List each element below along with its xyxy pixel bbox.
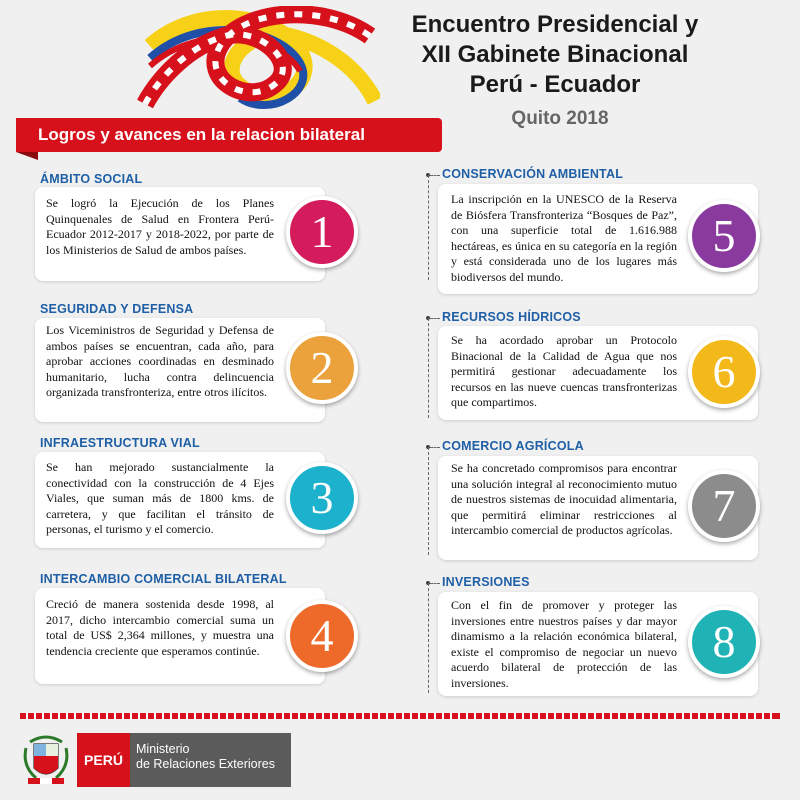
number-badge-7: 7 xyxy=(688,470,760,542)
section-title-ambiental: CONSERVACIÓN AMBIENTAL xyxy=(442,167,624,181)
card-text-ambiental: La inscripción en la UNESCO de la Reserva de Biósfera Transfronteriza “Bosques de Paz”, con una superficie total de 1.616.988 hectáreas, es única en su categoría en la región y está considerada uno de los lugares más biodiversos del mundo. xyxy=(451,192,677,284)
card-text-inversiones: Con el fin de promover y proteger las inversiones entre nuestros países y dar mayor dinamismo a la relación económica bilateral, existe el compromiso de negociar un nuevo acuerdo bilateral de protección de las inversiones. xyxy=(451,598,677,690)
card-text-agricola: Se ha concretado compromisos para encontrar una solución integral al reconocimiento mutuo de nuestros sistemas de inocuidad alimentaria, que permitirá eliminar restricciones al intercambio comercial de productos agrícolas. xyxy=(451,461,677,537)
connector-line xyxy=(428,175,429,280)
card-text-social: Se logró la Ejecución de los Planes Quinquenales de Salud en Frontera Perú-Ecuador 2012-2017 y 2018-2022, por parte de los Ministerios de Salud de ambos países. xyxy=(46,196,274,257)
number-badge-8: 8 xyxy=(688,606,760,678)
section-banner: Logros y avances en la relacion bilateral xyxy=(16,118,442,152)
card-text-intercambio: Creció de manera sostenida desde 1998, al 2017, dicho intercambio comercial suma un total de US$ 2,364 millones, y muestra una tendencia creciente que esperamos continúe. xyxy=(46,597,274,658)
connector-line xyxy=(428,318,429,418)
number-badge-6: 6 xyxy=(688,336,760,408)
section-title-seguridad: SEGURIDAD Y DEFENSA xyxy=(40,302,194,316)
section-title-vial: INFRAESTRUCTURA VIAL xyxy=(40,436,200,450)
page-title: Encuentro Presidencial y XII Gabinete Binacional Perú - Ecuador xyxy=(411,11,699,98)
number-badge-2: 2 xyxy=(286,332,358,404)
section-title-intercambio: INTERCAMBIO COMERCIAL BILATERAL xyxy=(40,572,287,586)
connector-line xyxy=(428,583,429,693)
ministry-name: Ministerio de Relaciones Exteriores xyxy=(136,742,275,771)
peru-coat-of-arms-icon xyxy=(22,730,70,790)
card-text-vial: Se han mejorado sustancialmente la conectividad con la construcción de 4 Ejes Viales, que suman más de 1800 kms. de carretera, y que facilitan el tránsito de personas, el turismo y el comercio. xyxy=(46,460,274,536)
number-badge-4: 4 xyxy=(286,600,358,672)
card-text-seguridad: Los Viceministros de Seguridad y Defensa de ambos países se encuentran, cada año, para aprobar acciones coordinadas en desminado humanitario, lucha contra delincuencia organizada transfronteriza, entre otros ilícitos. xyxy=(46,323,274,399)
connector-line xyxy=(428,447,429,555)
peru-label: PERÚ xyxy=(77,733,130,787)
card-text-hidricos: Se ha acordado aprobar un Protocolo Binacional de la Calidad de Agua que nos permitirá gestionar adecuadamente los recursos en las nueve cuencas transfronterizas que compartimos. xyxy=(451,333,677,409)
section-title-social: ÁMBITO SOCIAL xyxy=(40,172,143,186)
number-badge-1: 1 xyxy=(286,196,358,268)
page-subtitle: Quito 2018 xyxy=(511,108,609,129)
number-badge-3: 3 xyxy=(286,462,358,534)
footer-divider xyxy=(20,713,780,719)
banner-fold xyxy=(16,152,56,160)
connector-line xyxy=(430,583,440,584)
connector-line xyxy=(430,318,440,319)
connector-line xyxy=(430,447,440,448)
section-title-hidricos: RECURSOS HÍDRICOS xyxy=(442,310,581,324)
number-badge-5: 5 xyxy=(688,200,760,272)
section-title-inversiones: INVERSIONES xyxy=(442,575,530,589)
flags-knot-logo xyxy=(130,6,380,116)
section-title-agricola: COMERCIO AGRÍCOLA xyxy=(442,439,584,453)
connector-line xyxy=(430,175,440,176)
